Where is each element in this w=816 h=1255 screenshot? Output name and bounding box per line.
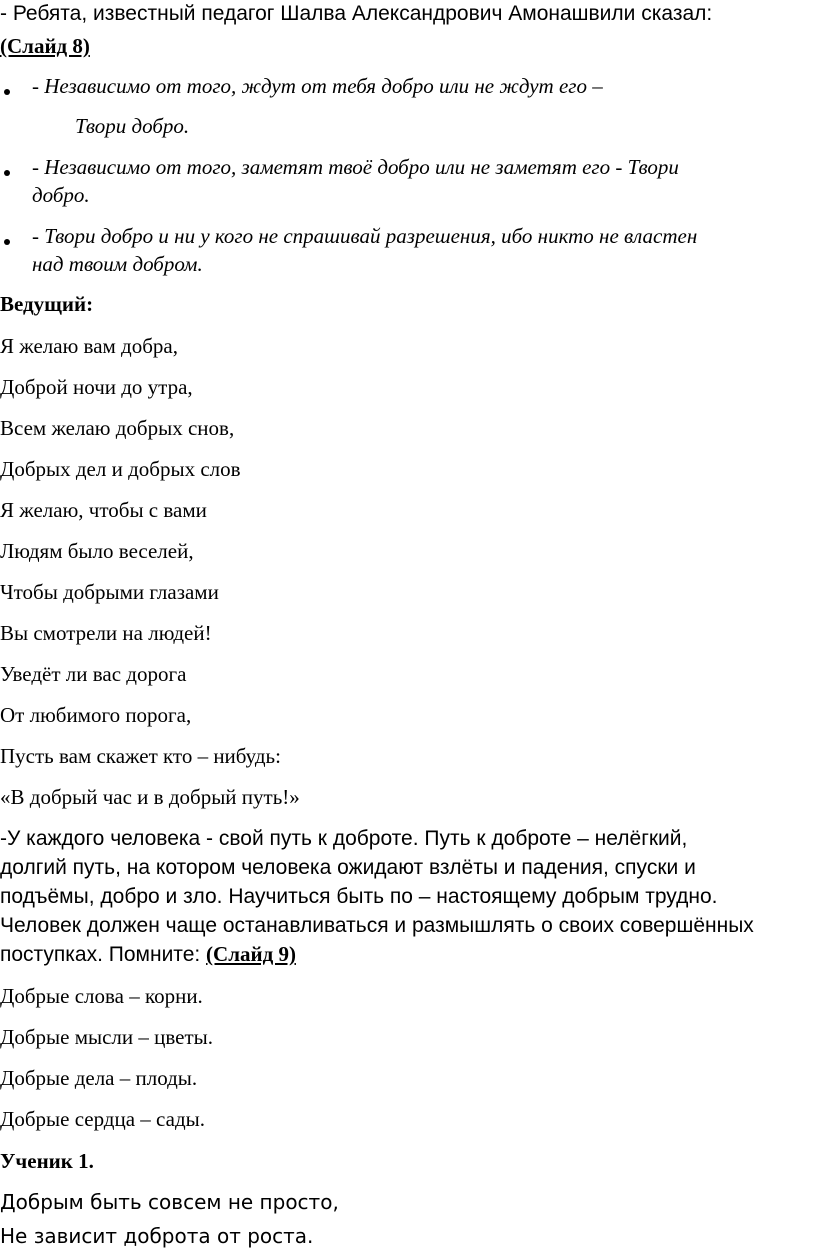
saying-line: Добрые сердца – сады. (0, 1107, 205, 1131)
bullet-2 (4, 170, 10, 176)
quote-1-line-2: Твори добро. (75, 114, 190, 138)
bullet-3 (4, 239, 10, 245)
slide-9-ref: (Слайд 9) (206, 942, 296, 966)
poem-line: От любимого порога, (0, 703, 192, 727)
quote-1-line-1: - Независимо от того, ждут от тебя добро или не ждут его – (32, 74, 603, 98)
poem-line: Вы смотрели на людей! (0, 621, 212, 645)
paragraph-last-text: поступках. Помните: (0, 943, 207, 966)
poem-line: Я желаю вам добра, (0, 334, 178, 358)
paragraph-line: подъёмы, добро и зло. Научиться быть по – настоящему добрым трудно. (0, 885, 718, 908)
paragraph-line: Человек должен чаще останавливаться и размышлять о своих совершённых (0, 914, 754, 937)
poem-line: Людям было веселей, (0, 539, 194, 563)
paragraph-line: -У каждого человека - свой путь к доброте. Путь к доброте – нелёгкий, (0, 827, 688, 850)
saying-line: Добрые мысли – цветы. (0, 1025, 214, 1049)
student-line: Добрым быть совсем не просто, (0, 1190, 339, 1214)
student-line: Не зависит доброта от роста. (0, 1224, 314, 1248)
poem-line: Чтобы добрыми глазами (0, 580, 219, 604)
saying-line: Добрые дела – плоды. (0, 1066, 198, 1090)
bullet-1 (4, 89, 10, 95)
slide-8-ref: (Слайд 8) (0, 34, 90, 58)
poem-line: «В добрый час и в добрый путь!» (0, 785, 300, 809)
poem-line: Всем желаю добрых снов, (0, 416, 235, 440)
quote-2-line-1: - Независимо от того, заметят твоё добро или не заметят его - Твори (32, 155, 679, 179)
paragraph-last-line (0, 944, 296, 965)
poem-line: Пусть вам скажет кто – нибудь: (0, 744, 281, 768)
quote-3-line-2: над твоим добром. (32, 252, 203, 276)
saying-line: Добрые слова – корни. (0, 984, 203, 1008)
poem-line: Доброй ночи до утра, (0, 375, 193, 399)
poem-line: Уведёт ли вас дорога (0, 662, 187, 686)
intro-line: - Ребята, известный педагог Шалва Александрович Амонашвили сказал: (0, 2, 713, 25)
poem-line: Добрых дел и добрых слов (0, 457, 241, 481)
quote-3-line-1: - Твори добро и ни у кого не спрашивай разрешения, ибо никто не властен (32, 224, 698, 248)
quote-2-line-2: добро. (32, 183, 90, 207)
host-label: Ведущий: (0, 292, 94, 316)
student-label: Ученик 1. (0, 1149, 94, 1173)
poem-line: Я желаю, чтобы с вами (0, 498, 207, 522)
paragraph-line: долгий путь, на котором человека ожидают взлёты и падения, спуски и (0, 856, 696, 879)
